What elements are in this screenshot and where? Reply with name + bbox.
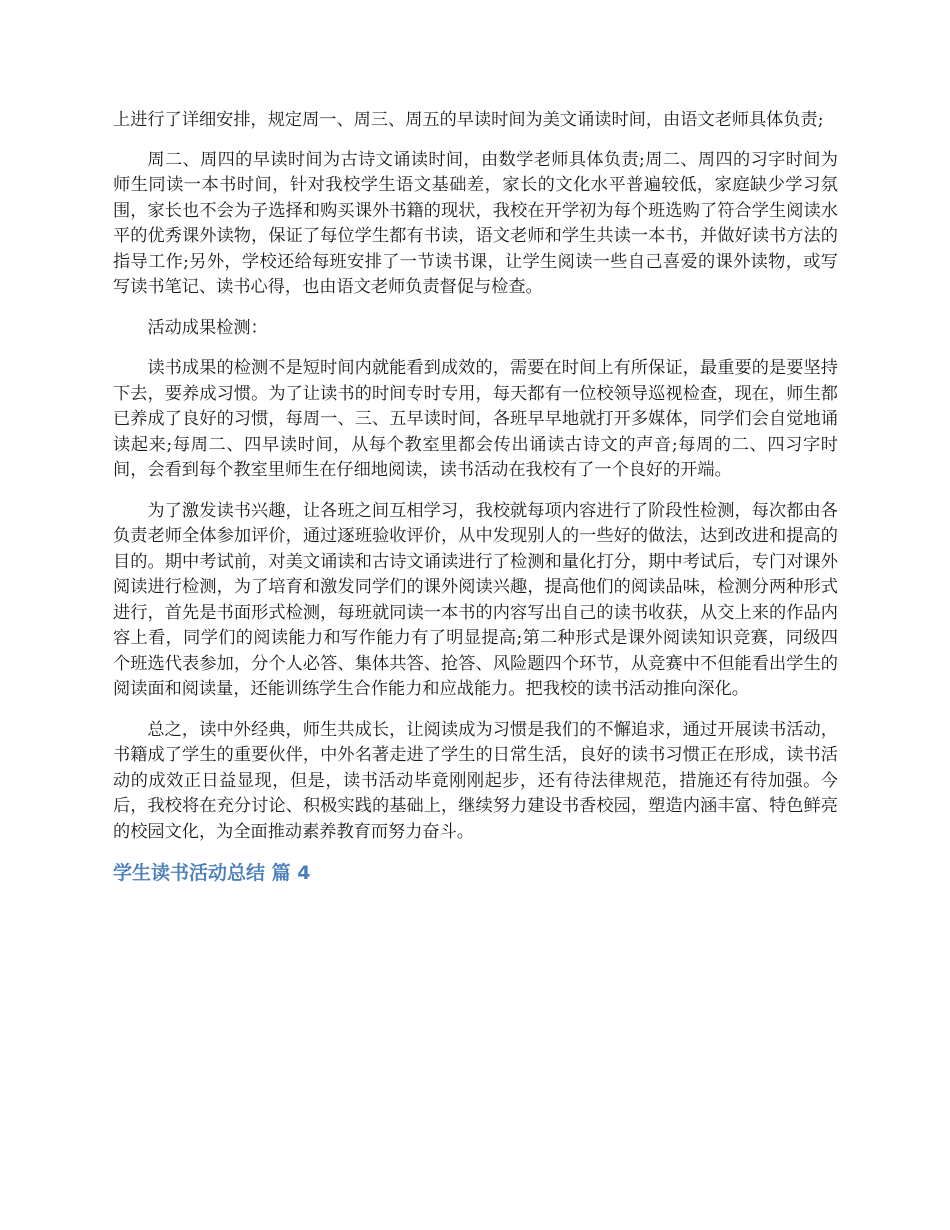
paragraph-4: 读书成果的检测不是短时间内就能看到成效的，需要在时间上有所保证，最重要的是要坚持下去，要养成习惯。为了让读书的时间专时专用，每天都有一位校领导巡视检查，现在，师生都已养成了良好的习惯，每周一、三、五早读时间，各班早早地就打开多媒体，同学们会自觉地诵读起来;每周二、四早读时间，从每个教室里都会传出诵读古诗文的声音;每周的二、四习字时间，会看到每个教室里师生在仔细地阅读，读书活动在我校有了一个良好的开端。 xyxy=(113,358,838,480)
paragraph-5: 为了激发读书兴趣，让各班之间互相学习，我校就每项内容进行了阶段性检测，每次都由各负责老师全体参加评价，通过逐班验收评价，从中发现别人的一些好的做法，达到改进和提高的目的。期中考试前，对美文诵读和古诗文诵读进行了检测和量化打分，期中考试后，专门对课外阅读进行检测，为了培育和激发同学们的课外阅读兴趣，提高他们的阅读品味，检测分两种形式进行，首先是书面形式检测，每班就同读一本书的内容写出自己的读书收获，从交上来的作品内容上看，同学们的阅读能力和写作能力有了明显提高;第二种形式是课外阅读知识竞赛，同级四个班选代表参加，分个人必答、集体共答、抢答、风险题四个环节，从竞赛中不但能看出学生的阅读面和阅读量，还能训练学生合作能力和应战能力。把我校的读书活动推向深化。 xyxy=(113,500,838,699)
paragraph-6: 总之，读中外经典，师生共成长，让阅读成为习惯是我们的不懈追求，通过开展读书活动，书籍成了学生的重要伙伴，中外名著走进了学生的日常生活，良好的读书习惯正在形成，读书活动的成效正日益显现，但是，读书活动毕竟刚刚起步，还有待法律规范，措施还有待加强。今后，我校将在充分讨论、积极实践的基础上，继续努力建设书香校园，塑造内涵丰富、特色鲜亮的校园文化，为全面推动素养教育而努力奋斗。 xyxy=(113,719,838,842)
paragraph-2: 周二、周四的早读时间为古诗文诵读时间，由数学老师具体负责;周二、周四的习字时间为师生同读一本书时间，针对我校学生语文基础差，家长的文化水平普遍较低，家庭缺少学习氛围，家长也不会为子选择和购买课外书籍的现状，我校在开学初为每个班选购了符合学生阅读水平的优秀课外读物，保证了每位学生都有书读，语文老师和学生共读一本书，并做好读书方法的指导工作;另外，学校还给每班安排了一节读书课，让学生阅读一些自己喜爱的课外读物，或写写读书笔记、读书心得，也由语文老师负责督促与检查。 xyxy=(113,149,838,297)
section-heading: 学生读书活动总结 篇 4 xyxy=(113,862,311,884)
paragraph-1: 上进行了详细安排，规定周一、周三、周五的早读时间为美文诵读时间，由语文老师具体负责; xyxy=(113,110,824,130)
paragraph-3: 活动成果检测： xyxy=(147,317,268,338)
